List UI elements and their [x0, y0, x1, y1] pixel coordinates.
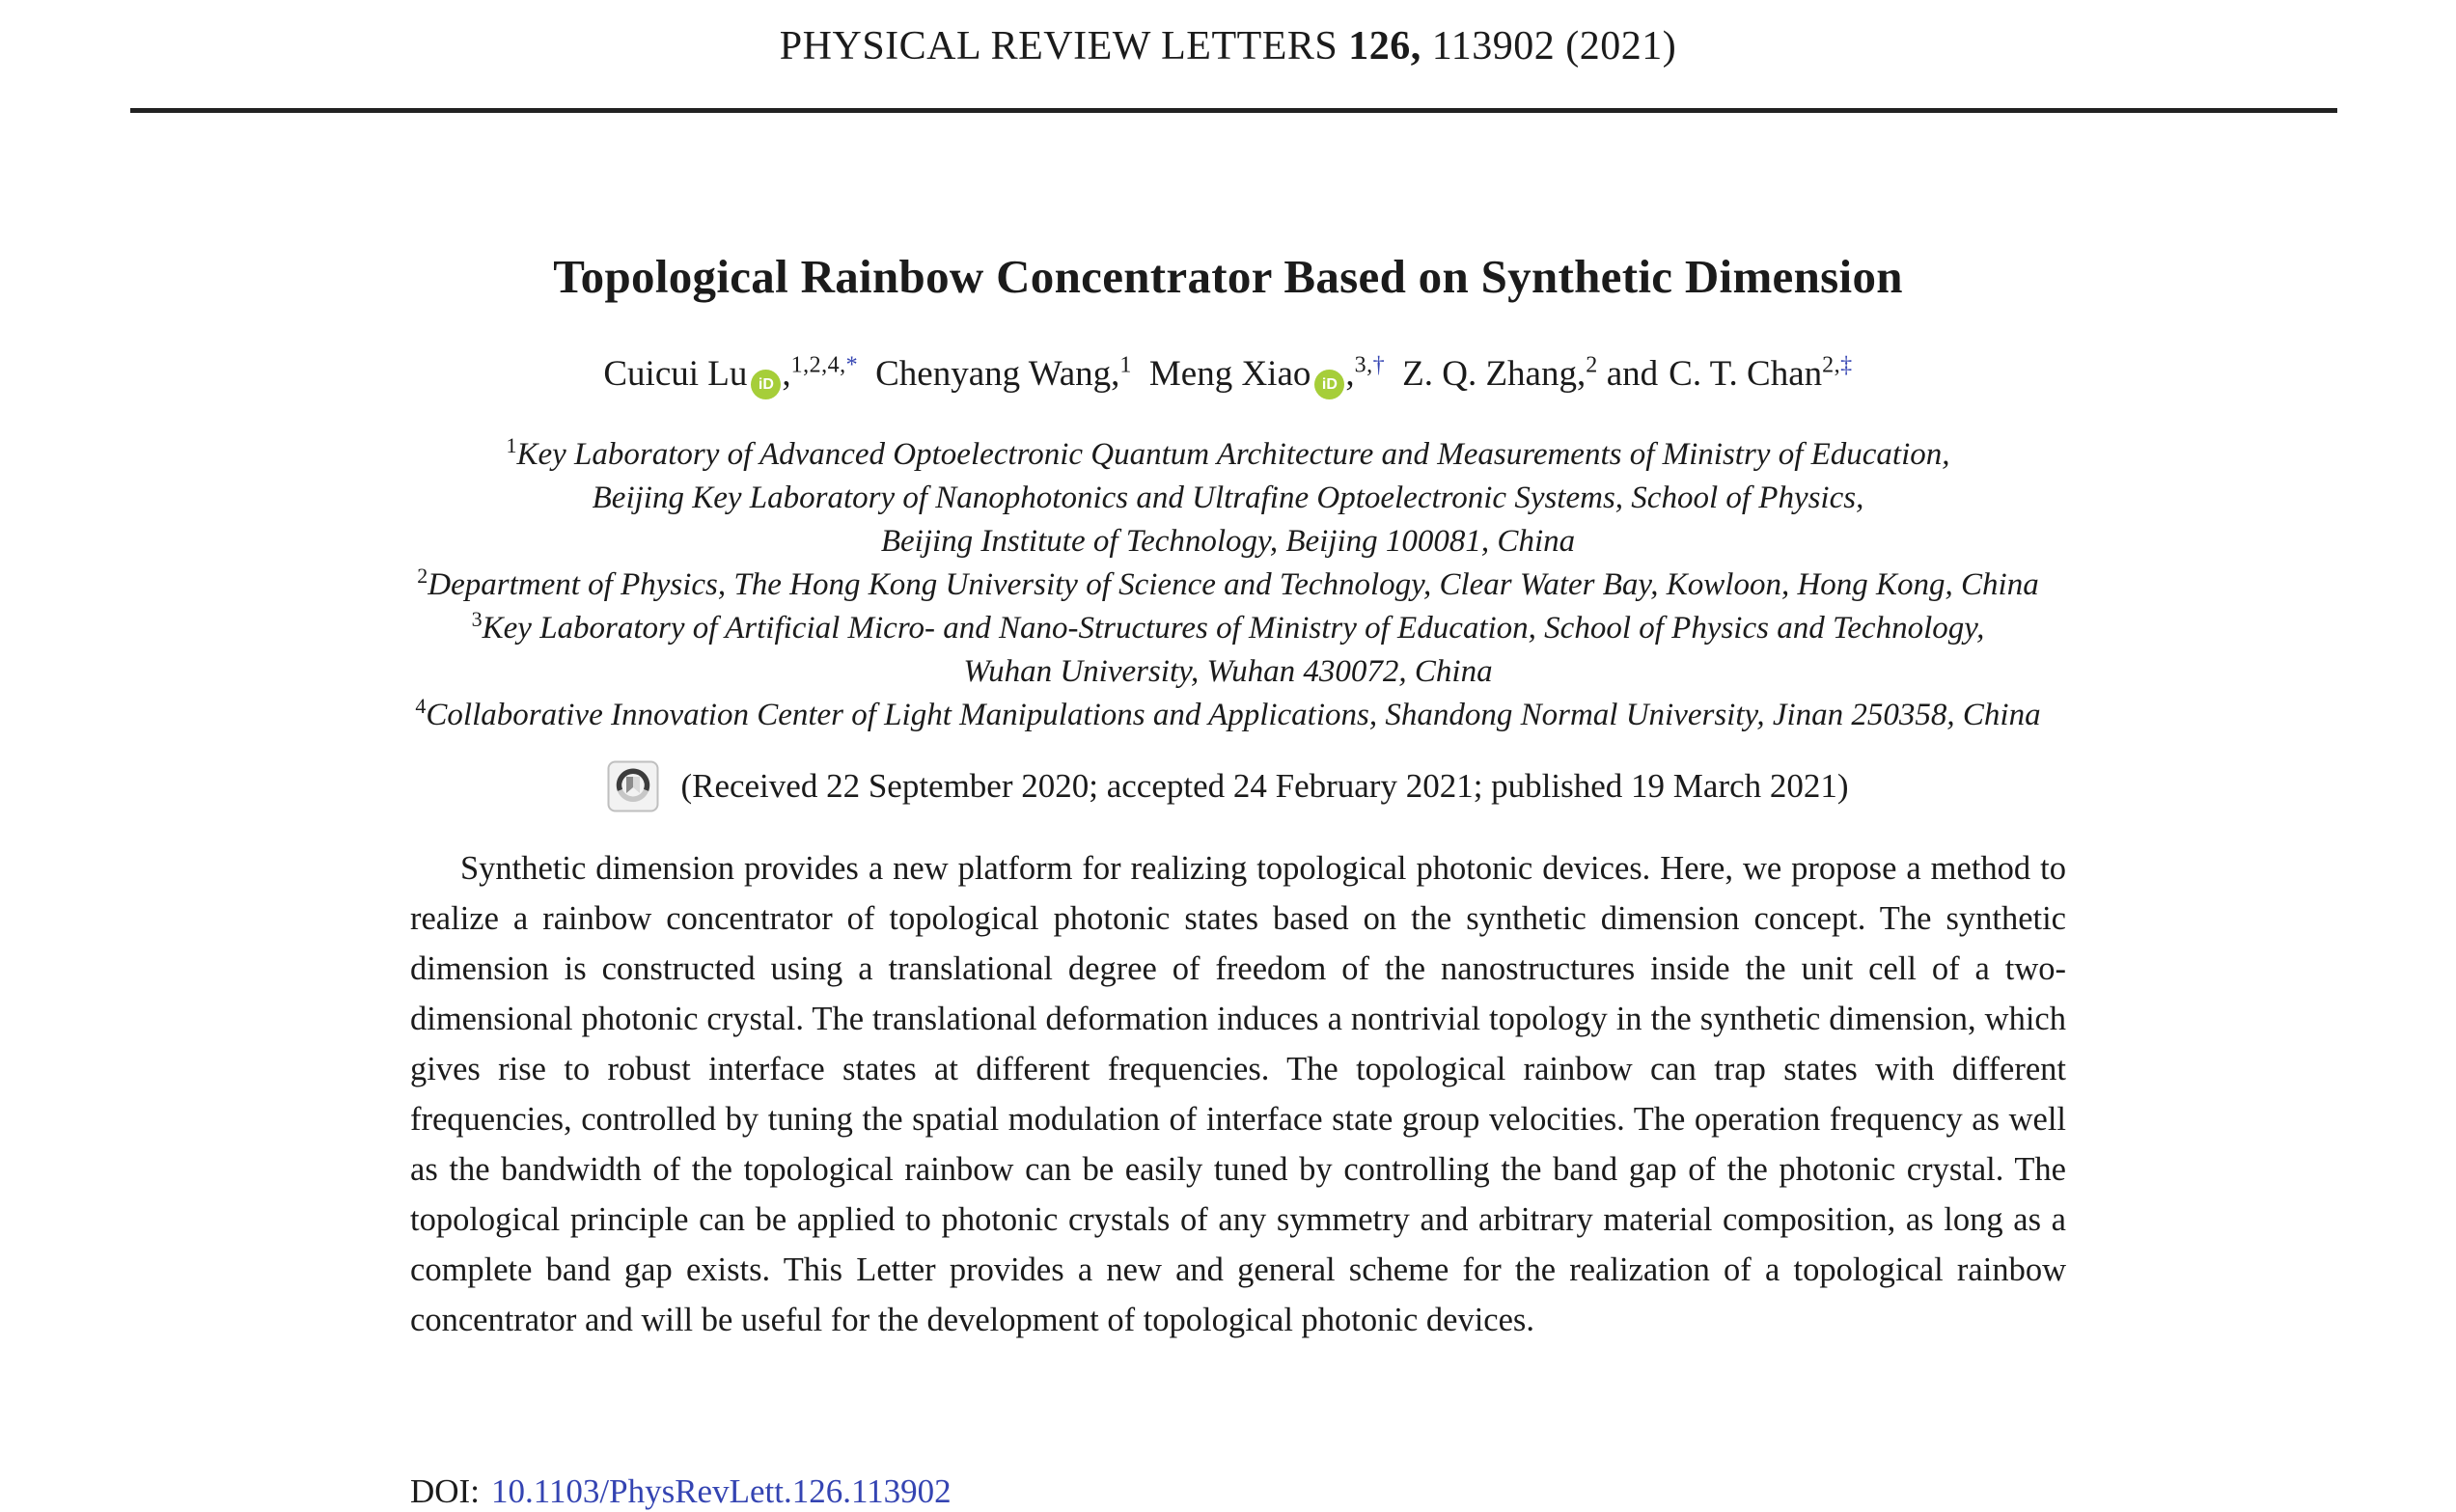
author-superscript — [1586, 353, 1598, 378]
author — [1149, 354, 1385, 394]
author-affil-refs: 3, — [1354, 352, 1373, 378]
doi-link[interactable]: 10.1103/PhysRevLett.126.113902 — [490, 1472, 952, 1510]
authors-and-word: and — [1606, 354, 1659, 394]
author-footnote-symbol[interactable]: ‡ — [1840, 352, 1853, 378]
author-affil-refs: 1 — [1119, 352, 1132, 378]
journal-article-number: 113902 (2021) — [1431, 24, 1677, 69]
affiliation-text: Wuhan University, Wuhan 430072, China — [963, 654, 1493, 689]
abstract-text: Synthetic dimension provides a new platform for realizing topological photonic devices. Here, we propose a method to realize a rainbow concentrator of topological photonic states based on the synthetic dimension concept. The synthetic dimension is constructed using a translational degree of freedom of the nanostructures inside the unit cell of a two-dimensional photonic crystal. The translational deformation induces a nontrivial topology in the synthetic dimension, which gives rise to robust interface states at different frequencies. The topological rainbow can trap states with different frequencies, controlled by tuning the spatial modulation of interface state group velocities. The operation frequency as well as the bandwidth of the topological rainbow can be easily tuned by controlling the band gap of the photonic crystal. The topological principle can be applied to photonic crystals of any symmetry and arbitrary material composition, as long as a complete band gap exists. This Letter provides a new and general scheme for the realization of a topological rainbow concentrator and will be useful for the development of topological photonic devices. — [410, 850, 2066, 1338]
author-name: C. T. Chan — [1669, 354, 1823, 394]
affiliation-line — [0, 564, 2456, 607]
affiliation-number: 4 — [415, 694, 427, 718]
author-name: Z. Q. Zhang — [1402, 354, 1577, 394]
author-superscript — [1355, 353, 1386, 378]
affiliation-text: Beijing Key Laboratory of Nanophotonics and Ultrafine Optoelectronic Systems, School of Physics, — [592, 481, 1864, 515]
header-rule — [130, 108, 2337, 113]
doi-label: DOI: — [410, 1472, 480, 1510]
author-comma: , — [1345, 354, 1355, 394]
affiliation-line — [0, 520, 2456, 564]
author-superscript — [1822, 353, 1853, 378]
author-comma: , — [1111, 354, 1120, 394]
affiliation-text: Key Laboratory of Advanced Optoelectronic Quantum Architecture and Measurements of Ministry of Education, — [516, 437, 1950, 472]
orcid-icon-label: iD — [1321, 376, 1338, 393]
orcid-icon[interactable] — [1314, 370, 1344, 399]
affiliation-line — [0, 650, 2456, 694]
orcid-icon-label: iD — [758, 376, 774, 393]
author-affil-refs: 1,2,4, — [790, 352, 846, 378]
affiliation-line — [0, 694, 2456, 737]
affiliation-line — [0, 477, 2456, 520]
author-comma: , — [782, 354, 791, 394]
author-affil-refs: 2 — [1586, 352, 1598, 378]
affiliation-text: Key Laboratory of Artificial Micro- and Nano-Structures of Ministry of Education, School of Physics and Technology, — [482, 611, 1985, 646]
affiliation-line — [0, 433, 2456, 477]
affiliation-number: 1 — [506, 433, 517, 457]
author-superscript — [1119, 353, 1132, 378]
author-comma: , — [1576, 354, 1587, 394]
author-affil-refs: 2, — [1822, 352, 1841, 378]
author — [1669, 354, 1852, 394]
affiliation-text: Collaborative Innovation Center of Light Manipulations and Applications, Shandong Normal University, Jinan 250358, China — [426, 698, 2041, 732]
affiliation-text: Department of Physics, The Hong Kong University of Science and Technology, Clear Water Bay, Kowloon, Hong Kong, China — [428, 567, 2039, 602]
author-footnote-symbol[interactable]: † — [1372, 352, 1386, 378]
author-name: Meng Xiao — [1148, 354, 1311, 394]
journal-header — [0, 23, 2456, 69]
author-name: Chenyang Wang — [875, 354, 1112, 394]
author-name: Cuicui Lu — [603, 354, 748, 394]
author-line — [0, 353, 2456, 399]
author-footnote-symbol[interactable]: * — [845, 352, 859, 378]
orcid-icon[interactable] — [751, 370, 781, 399]
affiliations — [0, 433, 2456, 737]
crossmark-icon[interactable] — [607, 760, 659, 812]
received-dates: (Received 22 September 2020; accepted 24 February 2021; published 19 March 2021) — [680, 767, 1849, 805]
affiliation-number: 3 — [471, 607, 483, 631]
author-superscript — [791, 353, 859, 378]
author — [603, 354, 858, 394]
doi-line — [410, 1472, 952, 1511]
affiliation-line — [0, 607, 2456, 650]
paper-title: Topological Rainbow Concentrator Based on Synthetic Dimension — [553, 250, 1903, 303]
journal-name: PHYSICAL REVIEW LETTERS — [779, 24, 1338, 69]
received-row — [0, 760, 2456, 812]
journal-volume: 126, — [1348, 24, 1421, 69]
author — [875, 354, 1132, 394]
author — [1402, 354, 1598, 394]
affiliation-text: Beijing Institute of Technology, Beijing 100081, China — [880, 524, 1576, 559]
affiliation-number: 2 — [417, 564, 428, 588]
